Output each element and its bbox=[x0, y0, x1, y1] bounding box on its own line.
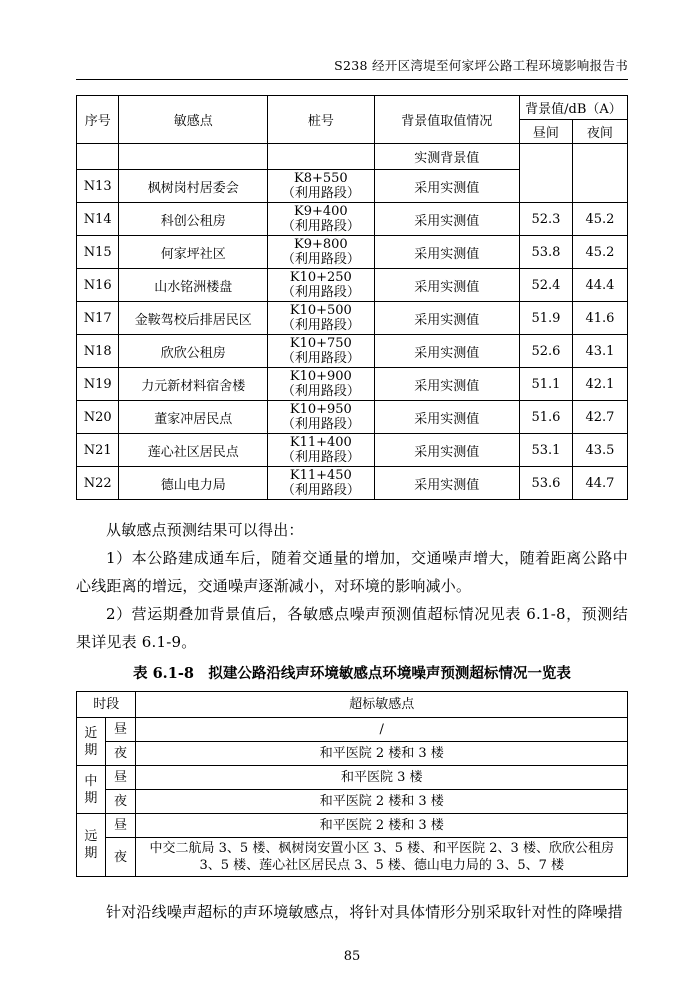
cell-night: 45.2 bbox=[572, 236, 627, 269]
cell-day: 52.4 bbox=[519, 269, 572, 302]
stake-line2: （利用路段） bbox=[281, 252, 360, 267]
table-row-near-night bbox=[77, 742, 628, 766]
cell-bg-case: 采用实测值 bbox=[374, 269, 519, 302]
cell-day: 52.6 bbox=[519, 335, 572, 368]
paragraph-closing: 针对沿线噪声超标的声环境敏感点，将针对具体情形分别采取针对性的降噪措 bbox=[106, 903, 623, 921]
time-label-day: 昼 bbox=[105, 718, 136, 742]
cell-stake bbox=[268, 203, 374, 236]
table-caption: 表 6.1-8 拟建公路沿线声环境敏感点环境噪声预测超标情况一览表 bbox=[133, 665, 571, 682]
stake-line2: （利用路段） bbox=[281, 186, 360, 201]
cell-night: 44.4 bbox=[572, 269, 627, 302]
stake-line1: K10+750 bbox=[289, 336, 352, 351]
paragraph-intro: 从敏感点预测结果可以得出： bbox=[106, 521, 304, 539]
stake-line2: （利用路段） bbox=[281, 417, 360, 432]
col-header-night: 夜间 bbox=[572, 120, 627, 144]
col-header-bg-value: 背景值/dB（A） bbox=[519, 96, 627, 120]
cell-no: N22 bbox=[77, 467, 119, 500]
stake-line1: K10+250 bbox=[289, 270, 352, 285]
stake-line1: K10+500 bbox=[289, 303, 352, 318]
stake-line2: （利用路段） bbox=[281, 450, 360, 465]
cell-stake bbox=[268, 335, 374, 368]
cell-point: 董家冲居民点 bbox=[119, 401, 268, 434]
cell-no: N21 bbox=[77, 434, 119, 467]
stake-line1: K9+800 bbox=[294, 237, 348, 252]
stake-line1: K10+900 bbox=[289, 369, 352, 384]
time-label-night: 夜 bbox=[105, 790, 136, 814]
cell-point: 何家坪社区 bbox=[119, 236, 268, 269]
cell-point bbox=[119, 144, 268, 170]
cell-stake bbox=[268, 144, 374, 170]
cell-bg-case: 采用实测值 bbox=[374, 335, 519, 368]
cell-day: 51.9 bbox=[519, 302, 572, 335]
stake-line1: K9+400 bbox=[294, 204, 348, 219]
cell-night: 41.6 bbox=[572, 302, 627, 335]
cell-no: N17 bbox=[77, 302, 119, 335]
table-row-n22 bbox=[77, 467, 628, 500]
cell-stake bbox=[268, 236, 374, 269]
time-label-night: 夜 bbox=[105, 838, 136, 877]
cell-no: N18 bbox=[77, 335, 119, 368]
table-header-row bbox=[77, 692, 628, 718]
col-header-no: 序号 bbox=[77, 96, 119, 144]
col-header-point: 敏感点 bbox=[119, 96, 268, 144]
stake-line2: （利用路段） bbox=[281, 384, 360, 399]
time-label-day: 昼 bbox=[105, 814, 136, 838]
col-header-bg-case: 背景值取值情况 bbox=[374, 96, 519, 144]
cell-points: 中交二航局 3、5 楼、枫树岗安置小区 3、5 楼、和平医院 2、3 楼、欣欣公租房 3、5 楼、莲心社区居民点 3、5 楼、德山电力局的 3、5、7 楼 bbox=[136, 838, 628, 877]
cell-night: 42.7 bbox=[572, 401, 627, 434]
cell-point: 科创公租房 bbox=[119, 203, 268, 236]
col-header-points: 超标敏感点 bbox=[136, 692, 628, 718]
table-header-row bbox=[77, 96, 628, 120]
stake-line2: （利用路段） bbox=[281, 351, 360, 366]
paragraph-1: 1）本公路建成通车后，随着交通量的增加，交通噪声增大，随着距离公路中心线距离的增远，交通噪声逐渐减小，对环境的影响减小。 bbox=[76, 549, 628, 595]
time-label-day: 昼 bbox=[105, 766, 136, 790]
cell-day: 53.8 bbox=[519, 236, 572, 269]
cell-bg-case: 采用实测值 bbox=[374, 170, 519, 203]
cell-stake bbox=[268, 368, 374, 401]
cell-bg-case: 采用实测值 bbox=[374, 368, 519, 401]
cell-points: 和平医院 2 楼和 3 楼 bbox=[136, 742, 628, 766]
cell-bg-case: 采用实测值 bbox=[374, 302, 519, 335]
cell-night: 45.2 bbox=[572, 203, 627, 236]
cell-points: / bbox=[136, 718, 628, 742]
cell-stake bbox=[268, 170, 374, 203]
stake-line1: K10+950 bbox=[289, 402, 352, 417]
exceedance-table bbox=[76, 691, 628, 877]
cell-stake bbox=[268, 302, 374, 335]
table-row-n16 bbox=[77, 269, 628, 302]
running-header: S238 经开区湾堤至何家坪公路工程环境影响报告书 bbox=[76, 56, 628, 80]
table-row-n14 bbox=[77, 203, 628, 236]
cell-point: 德山电力局 bbox=[119, 467, 268, 500]
stake-line1: K11+450 bbox=[289, 468, 352, 483]
cell-day: 51.6 bbox=[519, 401, 572, 434]
cell-point: 力元新材料宿舍楼 bbox=[119, 368, 268, 401]
body-text-block bbox=[76, 516, 628, 656]
cell-no: N15 bbox=[77, 236, 119, 269]
cell-points: 和平医院 2 楼和 3 楼 bbox=[136, 814, 628, 838]
cell-bg-case: 采用实测值 bbox=[374, 236, 519, 269]
table-row-n20 bbox=[77, 401, 628, 434]
table-row-n18 bbox=[77, 335, 628, 368]
cell-day bbox=[519, 144, 572, 203]
cell-point: 山水铭洲楼盘 bbox=[119, 269, 268, 302]
cell-night bbox=[572, 144, 627, 203]
table-row-far-night bbox=[77, 838, 628, 877]
cell-night: 42.1 bbox=[572, 368, 627, 401]
cell-no: N20 bbox=[77, 401, 119, 434]
cell-point: 莲心社区居民点 bbox=[119, 434, 268, 467]
table-row-near-day bbox=[77, 718, 628, 742]
cell-stake bbox=[268, 434, 374, 467]
stake-line2: （利用路段） bbox=[281, 219, 360, 234]
page-number: 85 bbox=[343, 949, 361, 964]
table-row-n17 bbox=[77, 302, 628, 335]
cell-day: 51.1 bbox=[519, 368, 572, 401]
cell-day: 53.6 bbox=[519, 467, 572, 500]
stake-line2: （利用路段） bbox=[281, 483, 360, 498]
cell-night: 43.1 bbox=[572, 335, 627, 368]
stake-line2: （利用路段） bbox=[281, 285, 360, 300]
cell-stake bbox=[268, 467, 374, 500]
col-header-period: 时段 bbox=[77, 692, 136, 718]
table-row-mid-night bbox=[77, 790, 628, 814]
cell-night: 43.5 bbox=[572, 434, 627, 467]
closing-text-block bbox=[76, 898, 628, 926]
table-row-n21 bbox=[77, 434, 628, 467]
cell-points: 和平医院 3 楼 bbox=[136, 766, 628, 790]
table-row-n19 bbox=[77, 368, 628, 401]
cell-points: 和平医院 2 楼和 3 楼 bbox=[136, 790, 628, 814]
table-row-n15 bbox=[77, 236, 628, 269]
cell-bg-case: 采用实测值 bbox=[374, 401, 519, 434]
cell-stake bbox=[268, 269, 374, 302]
cell-bg-case: 采用实测值 bbox=[374, 467, 519, 500]
cell-bg-case: 采用实测值 bbox=[374, 434, 519, 467]
cell-point: 枫树岗村居委会 bbox=[119, 170, 268, 203]
table-row-measured-bg bbox=[77, 144, 628, 170]
cell-no: N16 bbox=[77, 269, 119, 302]
cell-stake bbox=[268, 401, 374, 434]
cell-no: N14 bbox=[77, 203, 119, 236]
stake-line2: （利用路段） bbox=[281, 318, 360, 333]
cell-point: 金鞍驾校后排居民区 bbox=[119, 302, 268, 335]
period-label-near: 近期 bbox=[77, 718, 106, 766]
paragraph-2: 2）营运期叠加背景值后，各敏感点噪声预测值超标情况见表 6.1-8，预测结果详见表 6.1-9。 bbox=[76, 605, 628, 651]
cell-no: N19 bbox=[77, 368, 119, 401]
cell-bg-case: 实测背景值 bbox=[374, 144, 519, 170]
table-row-mid-day bbox=[77, 766, 628, 790]
cell-day: 53.1 bbox=[519, 434, 572, 467]
time-label-night: 夜 bbox=[105, 742, 136, 766]
cell-no bbox=[77, 144, 119, 170]
stake-line1: K11+400 bbox=[289, 435, 352, 450]
table-row-far-day bbox=[77, 814, 628, 838]
cell-no: N13 bbox=[77, 170, 119, 203]
cell-bg-case: 采用实测值 bbox=[374, 203, 519, 236]
cell-day: 52.3 bbox=[519, 203, 572, 236]
period-label-far: 远期 bbox=[77, 814, 106, 877]
stake-line1: K8+550 bbox=[294, 171, 348, 186]
background-value-table bbox=[76, 95, 628, 500]
col-header-stake: 桩号 bbox=[268, 96, 374, 144]
col-header-day: 昼间 bbox=[519, 120, 572, 144]
cell-night: 44.7 bbox=[572, 467, 627, 500]
period-label-mid: 中期 bbox=[77, 766, 106, 814]
cell-point: 欣欣公租房 bbox=[119, 335, 268, 368]
